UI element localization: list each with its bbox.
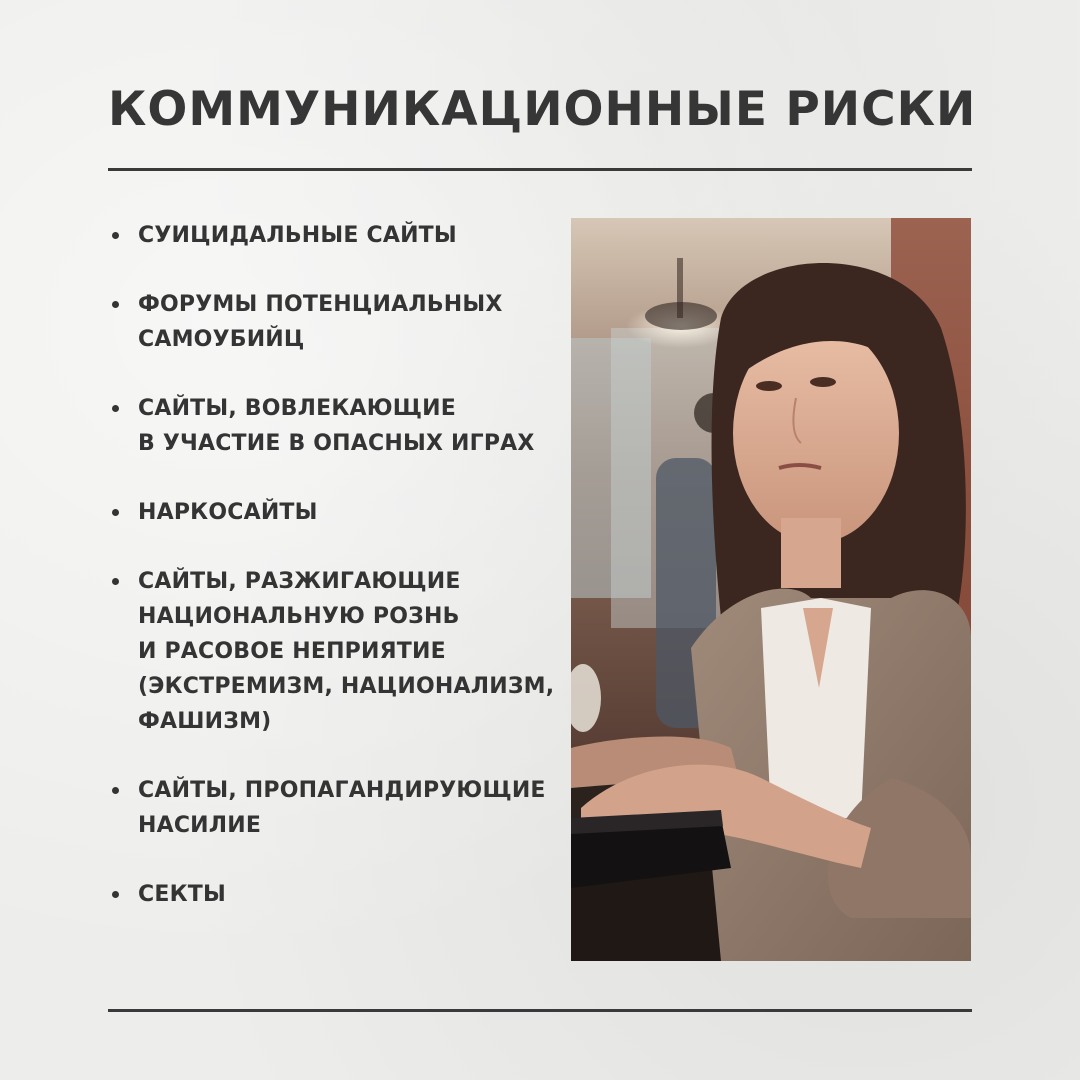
bullet-icon: [112, 787, 119, 794]
list-item-text: САЙТЫ, ВОВЛЕКАЮЩИЕ В УЧАСТИЕ В ОПАСНЫХ ИГРАХ: [138, 396, 535, 456]
list-item: [112, 287, 562, 357]
bullet-icon: [112, 578, 119, 585]
bottom-divider: [108, 1009, 972, 1012]
list-item: [112, 773, 562, 843]
bullet-icon: [112, 405, 119, 412]
bullet-icon: [112, 301, 119, 308]
list-item: [112, 391, 562, 461]
top-divider: [108, 168, 972, 171]
list-item-text: САЙТЫ, РАЗЖИГАЮЩИЕ НАЦИОНАЛЬНУЮ РОЗНЬ И РАСОВОЕ НЕПРИЯТИЕ (ЭКСТРЕМИЗМ, НАЦИОНАЛИЗМ, ФАШИЗМ): [138, 569, 555, 734]
list-item: [112, 495, 562, 530]
photo-woman-at-computer: [571, 218, 971, 961]
list-item: [112, 877, 562, 912]
bullet-icon: [112, 891, 119, 898]
bullet-icon: [112, 232, 119, 239]
risk-list: [112, 218, 562, 946]
bullet-icon: [112, 509, 119, 516]
list-item-text: ФОРУМЫ ПОТЕНЦИАЛЬНЫХ САМОУБИЙЦ: [138, 292, 503, 352]
list-item-text: САЙТЫ, ПРОПАГАНДИРУЮЩИЕ НАСИЛИЕ: [138, 778, 546, 838]
list-item-text: СУИЦИДАЛЬНЫЕ САЙТЫ: [138, 223, 457, 248]
list-item: [112, 564, 562, 739]
page-title: КОММУНИКАЦИОННЫЕ РИСКИ: [108, 82, 977, 137]
list-item: [112, 218, 562, 253]
list-item-text: НАРКОСАЙТЫ: [138, 500, 318, 525]
list-item-text: СЕКТЫ: [138, 882, 226, 907]
